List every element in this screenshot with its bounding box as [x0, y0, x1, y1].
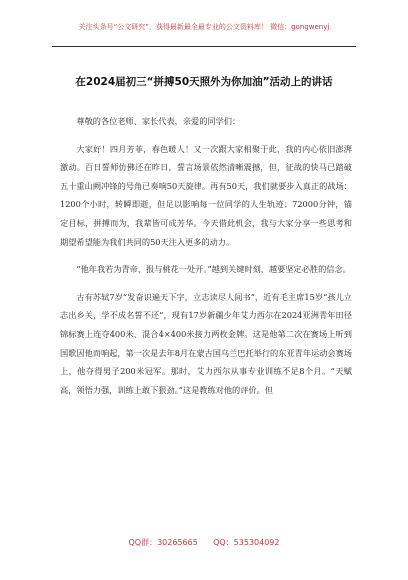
page-title: 在2024届初三“拼搏50天照外为你加油”活动上的讲话 — [75, 76, 333, 88]
footer-contact — [0, 537, 408, 548]
paragraph: “他年我若为青帝，报与桃花一处开。”越到关键时刻，越要坚定必胜的信念。 — [76, 264, 351, 275]
qq-group: QQ群：30265665 — [128, 538, 198, 547]
paragraph: 古有苏轼7岁“发奋识遍天下字，立志读尽人间书”，近有毛主席15岁“孩儿立志出乡关，学不成名誓不还”，现有17岁新疆少年艾力西尔在2024亚洲青年田径锦标赛上连夺400米、混合4×400米接力两枚金牌。这是他第二次在赛场上听到国歌因他而响起，第一次是去年8月在蒙古国乌兰巴托举行的东亚青年运动会赛场上，他夺得男子200米冠军。那时，艾力西尔从事专业训练不足8个月。“天赋高，领悟力强，训练上敢下狠劲。”这是教练对他的评价。但 — [60, 291, 352, 395]
qq-number: QQ：535304092 — [213, 538, 280, 547]
salutation: 尊敬的各位老师、家长代表，亲爱的同学们： — [76, 116, 241, 126]
watermark-banner: 关注头条号“公文研究”，获得最新最全最专业的公文资料库！ 微信：gongwenyj — [78, 23, 330, 31]
header-divider — [52, 46, 356, 47]
speech-body — [60, 112, 352, 399]
paragraph: 大家好！四月芳菲，春色暖人！又一次跟大家相聚于此，我的内心依旧澎湃激动。百日誓师仿佛还在昨日，誓言场景依然清晰震撼，但，征战的快马已踏破五十重山阙冲锋的号角已奏响50天旋律。再有50天，我们就要步入真正的战场：1200个小时，转瞬即逝，但足以影响每一位同学的人生轨迹；72000分钟，锚定目标，拼搏而为，我辈皆可成芳华。今天借此机会，我与大家分享一些思考和期望希望能为我们共同的50天注入更多的动力。 — [60, 143, 352, 247]
